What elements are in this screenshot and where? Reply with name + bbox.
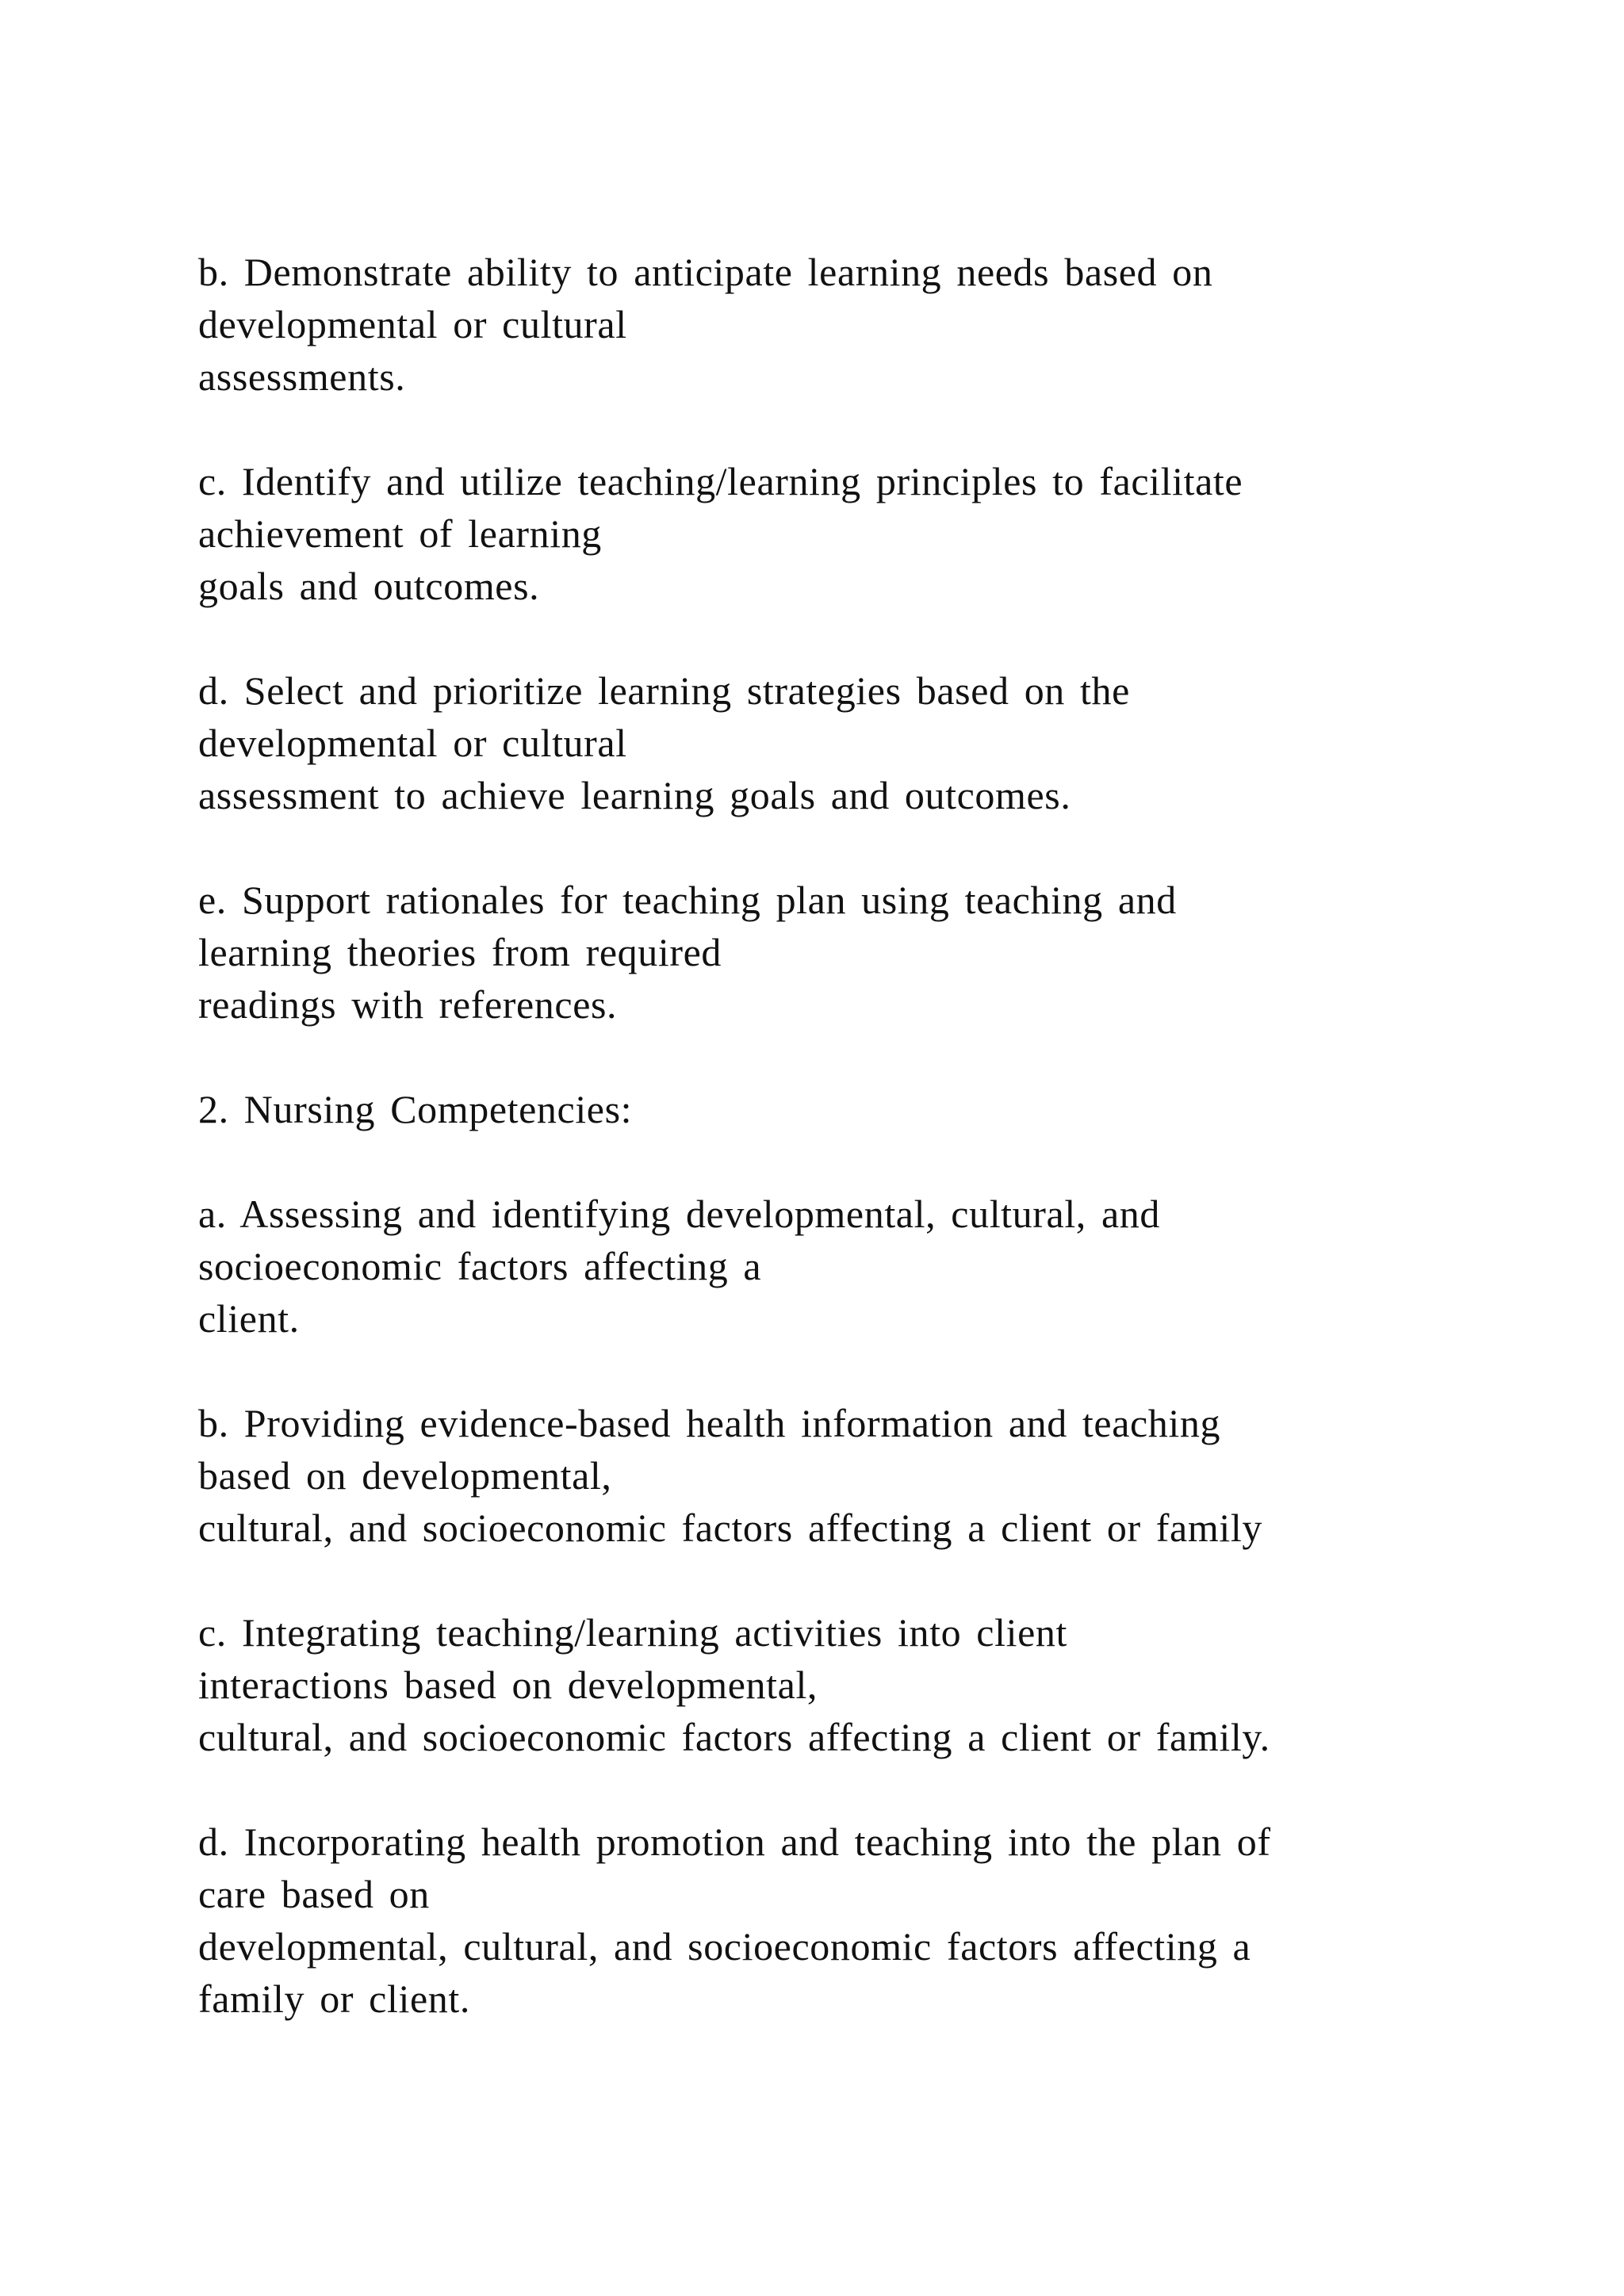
text-line: b. Providing evidence-based health information and teaching [198,1401,1221,1445]
text-line: cultural, and socioeconomic factors affecting a client or family. [198,1715,1270,1759]
text-line: 2. Nursing Competencies: [198,1087,633,1131]
paragraph-c-integrating [198,1606,1467,1763]
text-line: cultural, and socioeconomic factors affecting a client or family [198,1506,1262,1550]
section-heading-nursing-competencies [198,1083,1467,1135]
text-line: care based on [198,1872,430,1916]
paragraph-b-demonstrate [198,246,1467,403]
paragraph-e-support [198,874,1467,1031]
text-line: developmental, cultural, and socioeconomic factors affecting a [198,1924,1251,1969]
text-line: socioeconomic factors affecting a [198,1244,762,1288]
text-line: developmental or cultural [198,721,627,765]
text-line: goals and outcomes. [198,564,540,608]
text-line: based on developmental, [198,1453,612,1498]
paragraph-b-providing [198,1397,1467,1554]
document-body [198,246,1467,2077]
text-line: client. [198,1296,300,1341]
paragraph-a-assessing [198,1188,1467,1345]
text-line: readings with references. [198,982,618,1027]
text-line: d. Incorporating health promotion and teaching into the plan of [198,1820,1271,1864]
text-line: interactions based on developmental, [198,1663,818,1707]
paragraph-d-select [198,664,1467,821]
text-line: assessments. [198,354,406,399]
text-line: family or client. [198,1976,470,2021]
text-line: assessment to achieve learning goals and outcomes. [198,773,1071,817]
text-line: achievement of learning [198,511,602,556]
text-line: developmental or cultural [198,302,627,346]
text-line: e. Support rationales for teaching plan using teaching and [198,878,1177,922]
text-line: d. Select and prioritize learning strategies based on the [198,668,1130,713]
text-line: learning theories from required [198,930,722,974]
text-line: b. Demonstrate ability to anticipate learning needs based on [198,250,1213,294]
text-line: c. Integrating teaching/learning activities into client [198,1610,1067,1655]
text-line: a. Assessing and identifying developmental, cultural, and [198,1192,1160,1236]
text-line: c. Identify and utilize teaching/learning principles to facilitate [198,459,1243,503]
paragraph-d-incorporating [198,1816,1467,2025]
paragraph-c-identify [198,455,1467,612]
